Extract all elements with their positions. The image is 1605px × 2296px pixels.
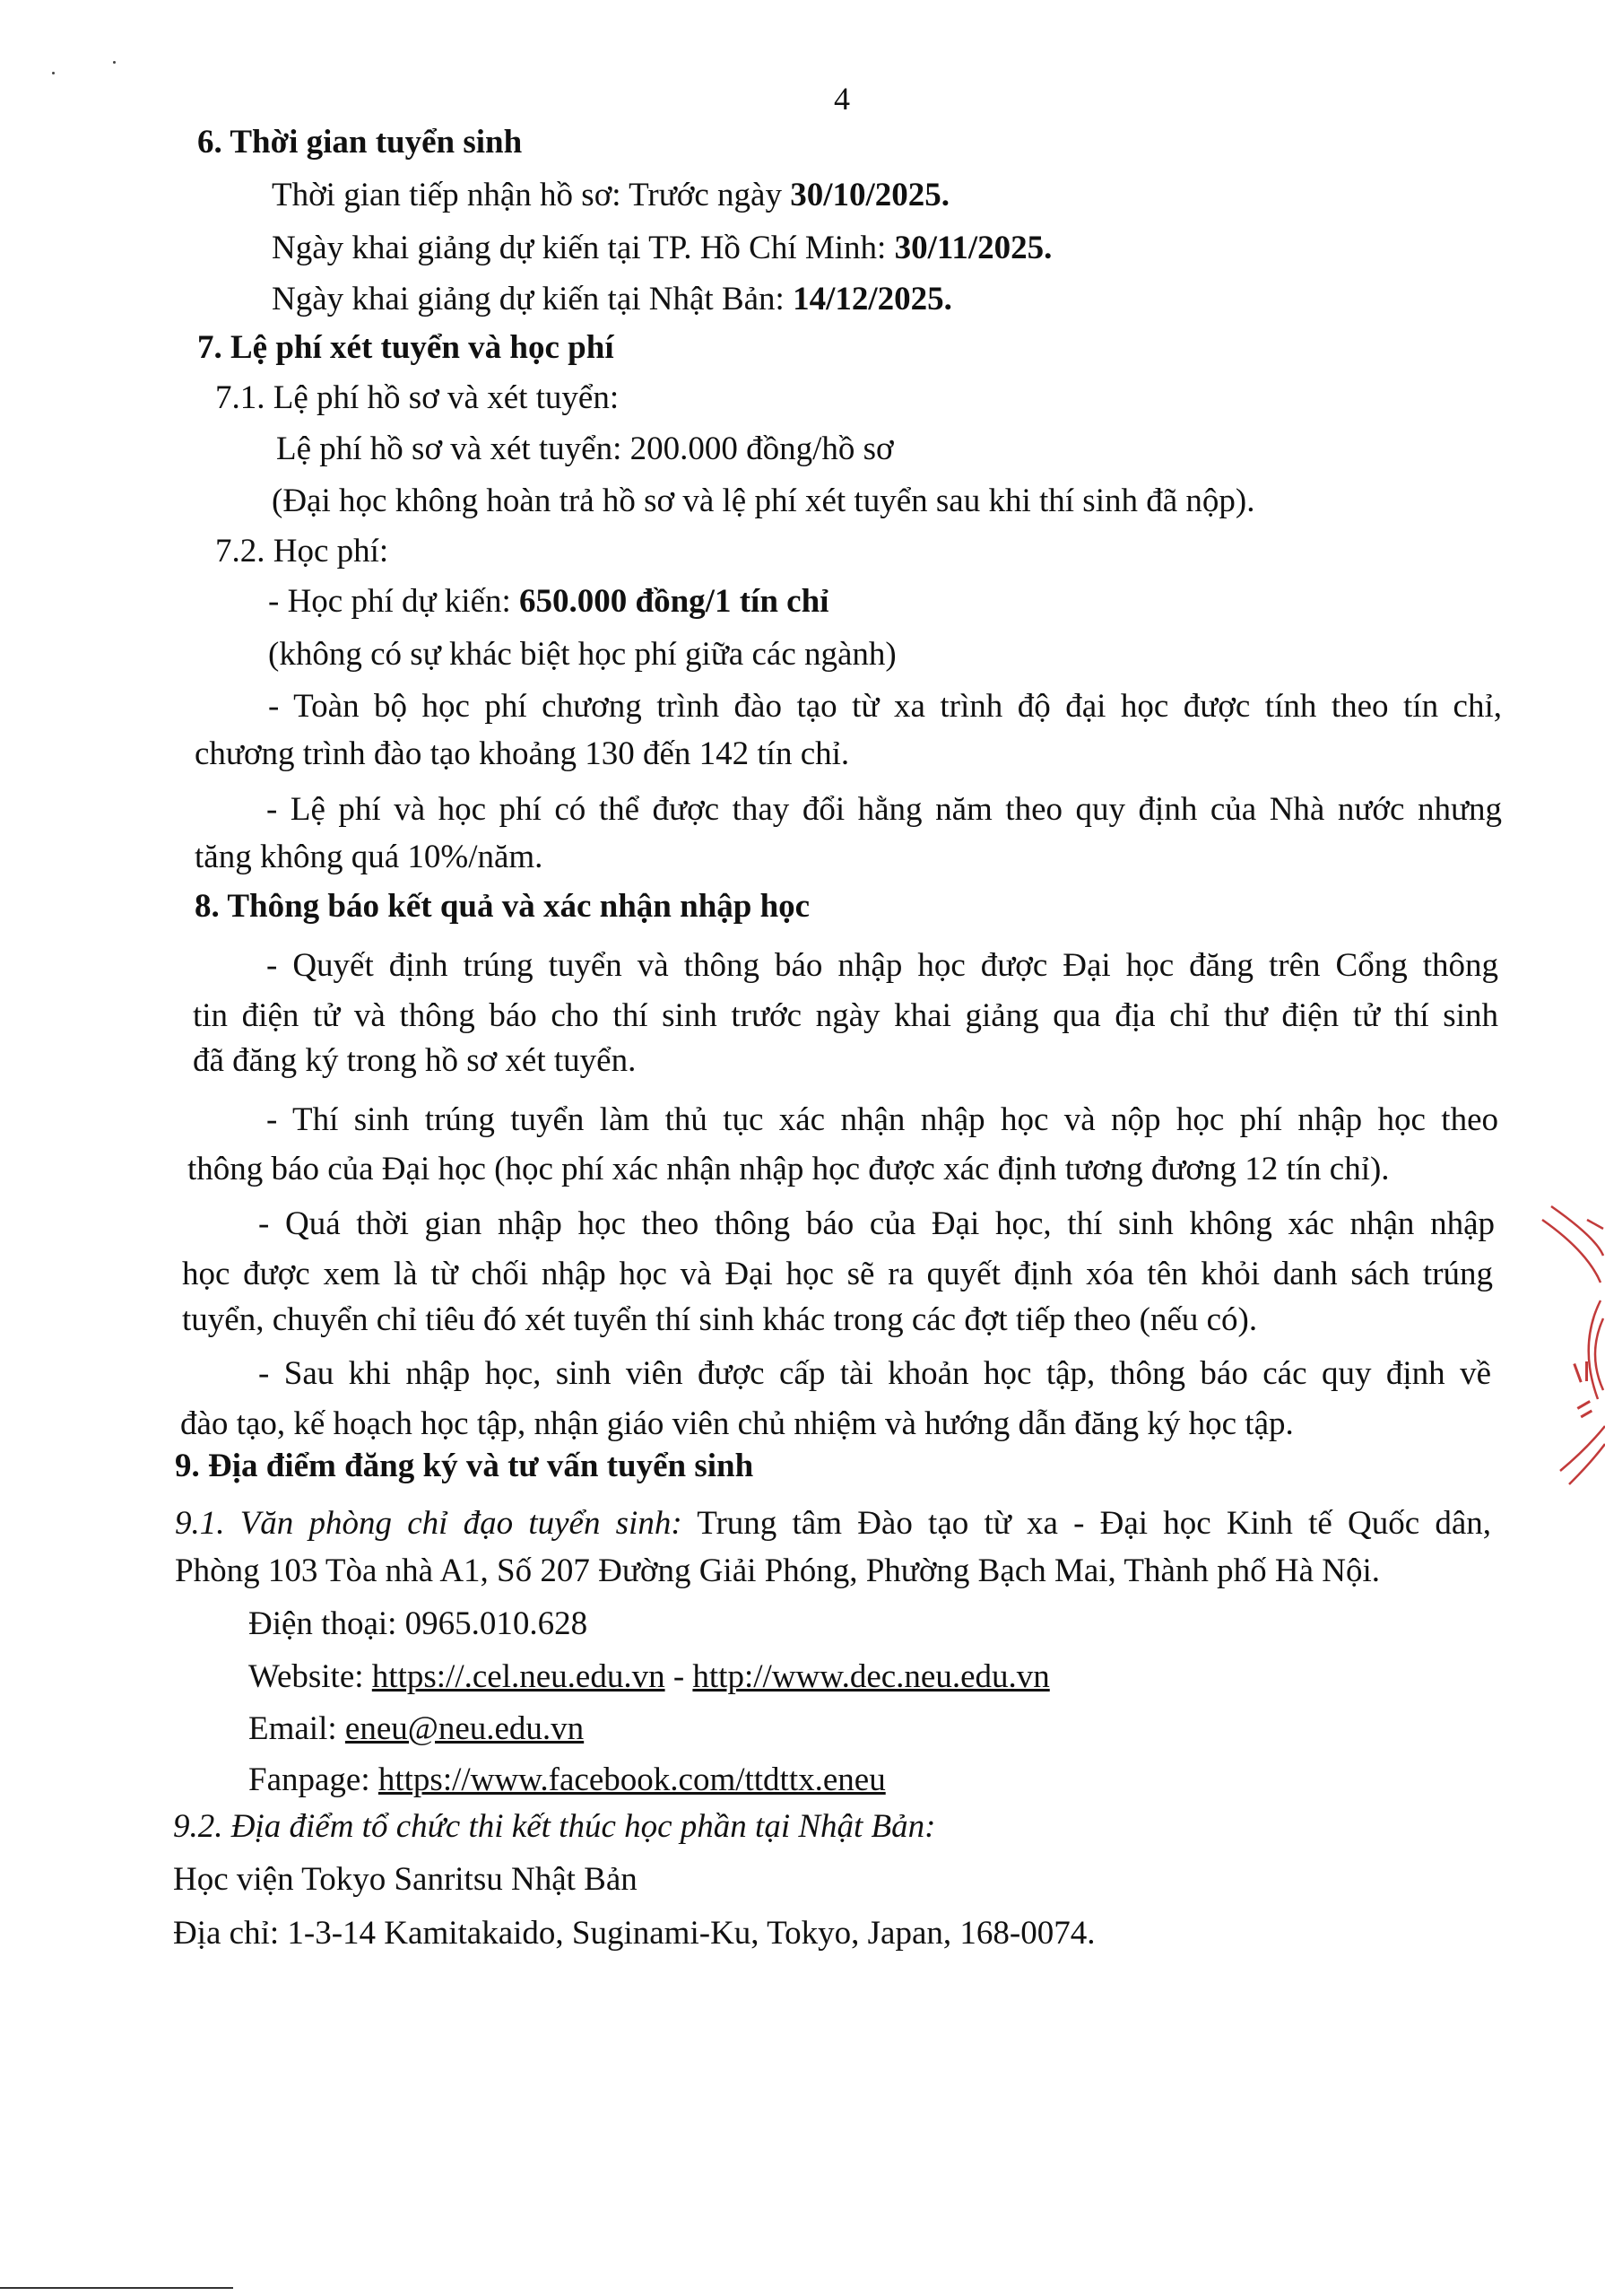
s9-sub2: 9.2. Địa điểm tổ chức thi kết thúc học phần tại Nhật Bản: (173, 1808, 936, 1845)
s9-website-line: Website: https://.cel.neu.edu.vn - http://www.dec.neu.edu.vn (248, 1658, 1050, 1695)
s7-sub1: 7.1. Lệ phí hồ sơ và xét tuyển: (215, 379, 620, 416)
page-number: 4 (834, 81, 850, 117)
s8-p1-line-2: tin điện tử và thông báo cho thí sinh trước ngày khai giảng qua địa chỉ thư điện tử thí sinh (193, 997, 1498, 1034)
scan-edge-line (0, 2287, 233, 2289)
scan-speck (52, 72, 55, 74)
red-seal-icon (1533, 1202, 1605, 1489)
s9-sub1-line: 9.1. Văn phòng chỉ đạo tuyển sinh: Trung tâm Đào tạo từ xa - Đại học Kinh tế Quốc dân, (175, 1505, 1492, 1542)
s9-jp-address: Địa chỉ: 1-3-14 Kamitakaido, Suginami-Ku, Tokyo, Japan, 168-0074. (173, 1915, 1096, 1952)
website-link-2[interactable]: http://www.dec.neu.edu.vn (692, 1658, 1050, 1695)
s7-total-line-2: chương trình đào tạo khoảng 130 đến 142 tín chỉ. (195, 735, 850, 772)
s7-tuition: - Học phí dự kiến: 650.000 đồng/1 tín chỉ (268, 583, 829, 620)
section-8-heading: 8. Thông báo kết quả và xác nhận nhập học (195, 888, 811, 925)
s9-fanpage-line: Fanpage: https://www.facebook.com/ttdttx.eneu (248, 1761, 886, 1798)
s7-total-line-1: - Toàn bộ học phí chương trình đào tạo từ xa trình độ đại học được tính theo tín chỉ, (268, 688, 1502, 725)
s8-p4-line-1: - Sau khi nhập học, sinh viên được cấp tài khoản học tập, thông báo các quy định về (258, 1355, 1491, 1392)
section-7-heading: 7. Lệ phí xét tuyển và học phí (197, 329, 614, 366)
s8-p2-line-2: thông báo của Đại học (học phí xác nhận nhập học được xác định tương đương 12 tín chỉ). (187, 1151, 1390, 1187)
s9-address: Phòng 103 Tòa nhà A1, Số 207 Đường Giải Phóng, Phường Bạch Mai, Thành phố Hà Nội. (175, 1552, 1381, 1589)
fanpage-link[interactable]: https://www.facebook.com/ttdttx.eneu (377, 1761, 886, 1798)
s6-receive-line: Thời gian tiếp nhận hồ sơ: Trước ngày 30/10/2025. (272, 177, 950, 213)
s8-p3-line-1: - Quá thời gian nhập học theo thông báo của Đại học, thí sinh không xác nhận nhập (258, 1205, 1495, 1242)
s8-p2-line-1: - Thí sinh trúng tuyển làm thủ tục xác nhận nhập học và nộp học phí nhập học theo (266, 1101, 1498, 1138)
s7-tuition-note: (không có sự khác biệt học phí giữa các ngành) (268, 636, 897, 673)
s7-fee-note: (Đại học không hoàn trả hồ sơ và lệ phí xét tuyển sau khi thí sinh đã nộp). (272, 483, 1255, 519)
s9-school: Học viện Tokyo Sanritsu Nhật Bản (173, 1861, 638, 1898)
s8-p3-line-3: tuyển, chuyển chỉ tiêu đó xét tuyển thí sinh khác trong các đợt tiếp theo (nếu có). (182, 1301, 1258, 1338)
s7-change-line-2: tăng không quá 10%/năm. (195, 839, 543, 875)
s7-fee: Lệ phí hồ sơ và xét tuyển: 200.000 đồng/hồ sơ (276, 430, 894, 467)
s7-sub2: 7.2. Học phí: (215, 533, 389, 570)
website-link-1[interactable]: https://.cel.neu.edu.vn (371, 1658, 665, 1695)
section-9-heading: 9. Địa điểm đăng ký và tư vấn tuyển sinh (175, 1448, 754, 1484)
s8-p3-line-2: học được xem là từ chối nhập học và Đại học sẽ ra quyết định xóa tên khỏi danh sách trúng (182, 1256, 1493, 1292)
s8-p1-line-1: - Quyết định trúng tuyển và thông báo nhập học được Đại học đăng trên Cổng thông (266, 947, 1498, 984)
section-6-heading: 6. Thời gian tuyển sinh (197, 124, 523, 161)
s8-p1-line-3: đã đăng ký trong hồ sơ xét tuyển. (193, 1042, 637, 1079)
s9-email-line: Email: eneu@neu.edu.vn (248, 1710, 585, 1747)
s8-p4-line-2: đào tạo, kế hoạch học tập, nhận giáo viên chủ nhiệm và hướng dẫn đăng ký học tập. (180, 1405, 1294, 1442)
email-link[interactable]: eneu@neu.edu.vn (344, 1710, 585, 1747)
s6-hcm-line: Ngày khai giảng dự kiến tại TP. Hồ Chí Minh: 30/11/2025. (272, 230, 1053, 266)
s6-japan-line: Ngày khai giảng dự kiến tại Nhật Bản: 14/12/2025. (272, 281, 952, 317)
scan-speck (113, 61, 116, 64)
s9-phone: Điện thoại: 0965.010.628 (248, 1605, 588, 1642)
s7-change-line-1: - Lệ phí và học phí có thể được thay đổi hằng năm theo quy định của Nhà nước nhưng (266, 791, 1502, 828)
